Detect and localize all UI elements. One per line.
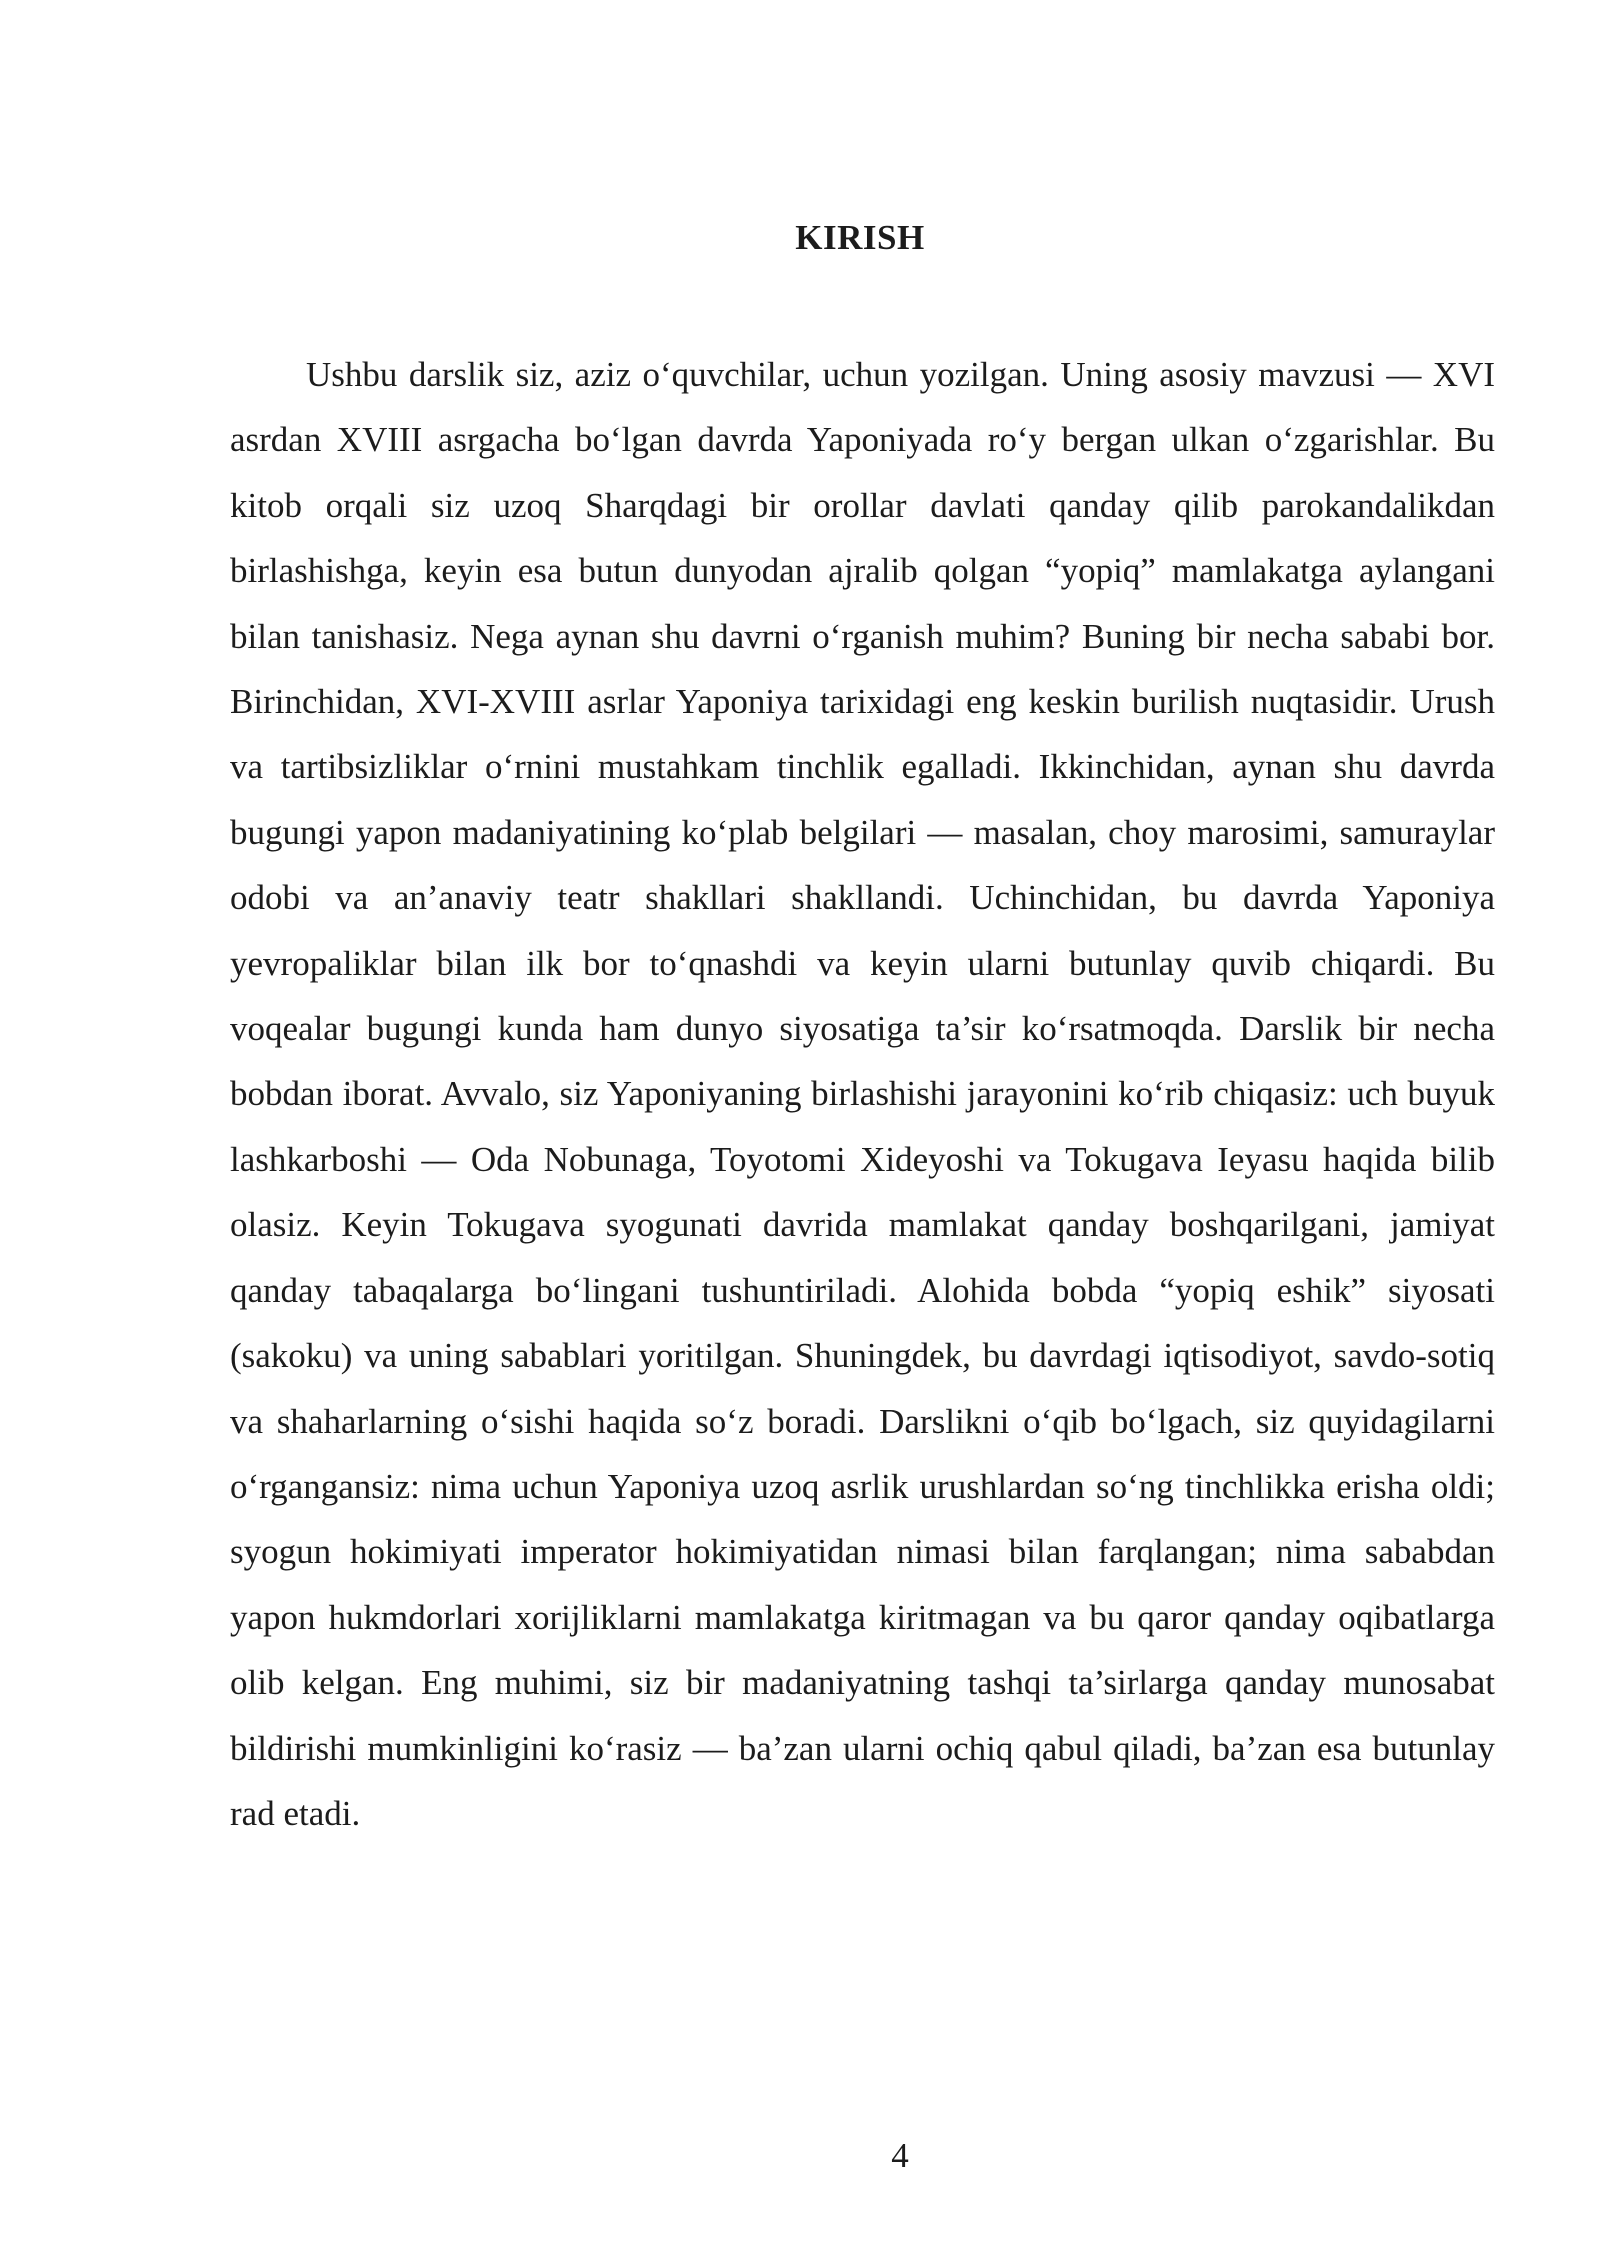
- page-number: 4: [891, 2136, 909, 2175]
- body-paragraph: Ushbu darslik siz, aziz o‘quvchilar, uchun yozilgan. Uning asosiy mavzusi — XVI asrdan XVIII asrgacha bo‘lgan davrda Yaponiyada ro‘y bergan ulkan o‘zgarishlar. Bu kitob orqali siz uzoq Sharqdagi bir orollar davlati qanday qilib parokandalikdan birlashishga, keyin esa butun dunyodan ajralib qolgan “yopiq” mamlakatga aylangani bilan tanishasiz. Nega aynan shu davrni o‘rganish muhim? Buning bir necha sababi bor. Birinchidan, XVI-XVIII asrlar Yaponiya tarixidagi eng keskin burilish nuqtasidir. Urush va tartibsizliklar o‘rnini mustahkam tinchlik egalladi. Ikkinchidan, aynan shu davrda bugungi yapon madaniyatining ko‘plab belgilari — masalan, choy marosimi, samuraylar odobi va an’anaviy teatr shakllari shakllandi. Uchinchidan, bu davrda Yaponiya yevropaliklar bilan ilk bor to‘qnashdi va keyin ularni butunlay quvib chiqardi. Bu voqealar bugungi kunda ham dunyo siyosatiga ta’sir ko‘rsatmoqda. Darslik bir necha bobdan iborat. Avvalo, siz Yaponiyaning birlashishi jarayonini ko‘rib chiqasiz: uch buyuk lashkarboshi — Oda Nobunaga, Toyotomi Xideyoshi va Tokugava Ieyasu haqida bilib olasiz. Keyin Tokugava syogunati davrida mamlakat qanday boshqarilgani, jamiyat qanday tabaqalarga bo‘lingani tushuntiriladi. Alohida bobda “yopiq eshik” siyosati (sakoku) va uning sabablari yoritilgan. Shuningdek, bu davrdagi iqtisodiyot, savdo-sotiq va shaharlarning o‘sishi haqida so‘z boradi. Darslikni o‘qib bo‘lgach, siz quyidagilarni o‘rgangansiz: nima uchun Yaponiya uzoq asrlik urushlardan so‘ng tinchlikka erisha oldi; syogun hokimiyati imperator hokimiyatidan nimasi bilan farqlangan; nima sababdan yapon hukmdorlari xorijliklarni mamlakatga kiritmagan va bu qaror qanday oqibatlarga olib kelgan. Eng muhimi, siz bir madaniyatning tashqi ta’sirlarga qanday munosabat bildirishi mumkinligini ko‘rasiz — ba’zan ularni ochiq qabul qiladi, ba’zan esa butunlay rad etadi.: [230, 355, 1495, 1833]
- section-heading: KIRISH: [795, 218, 925, 257]
